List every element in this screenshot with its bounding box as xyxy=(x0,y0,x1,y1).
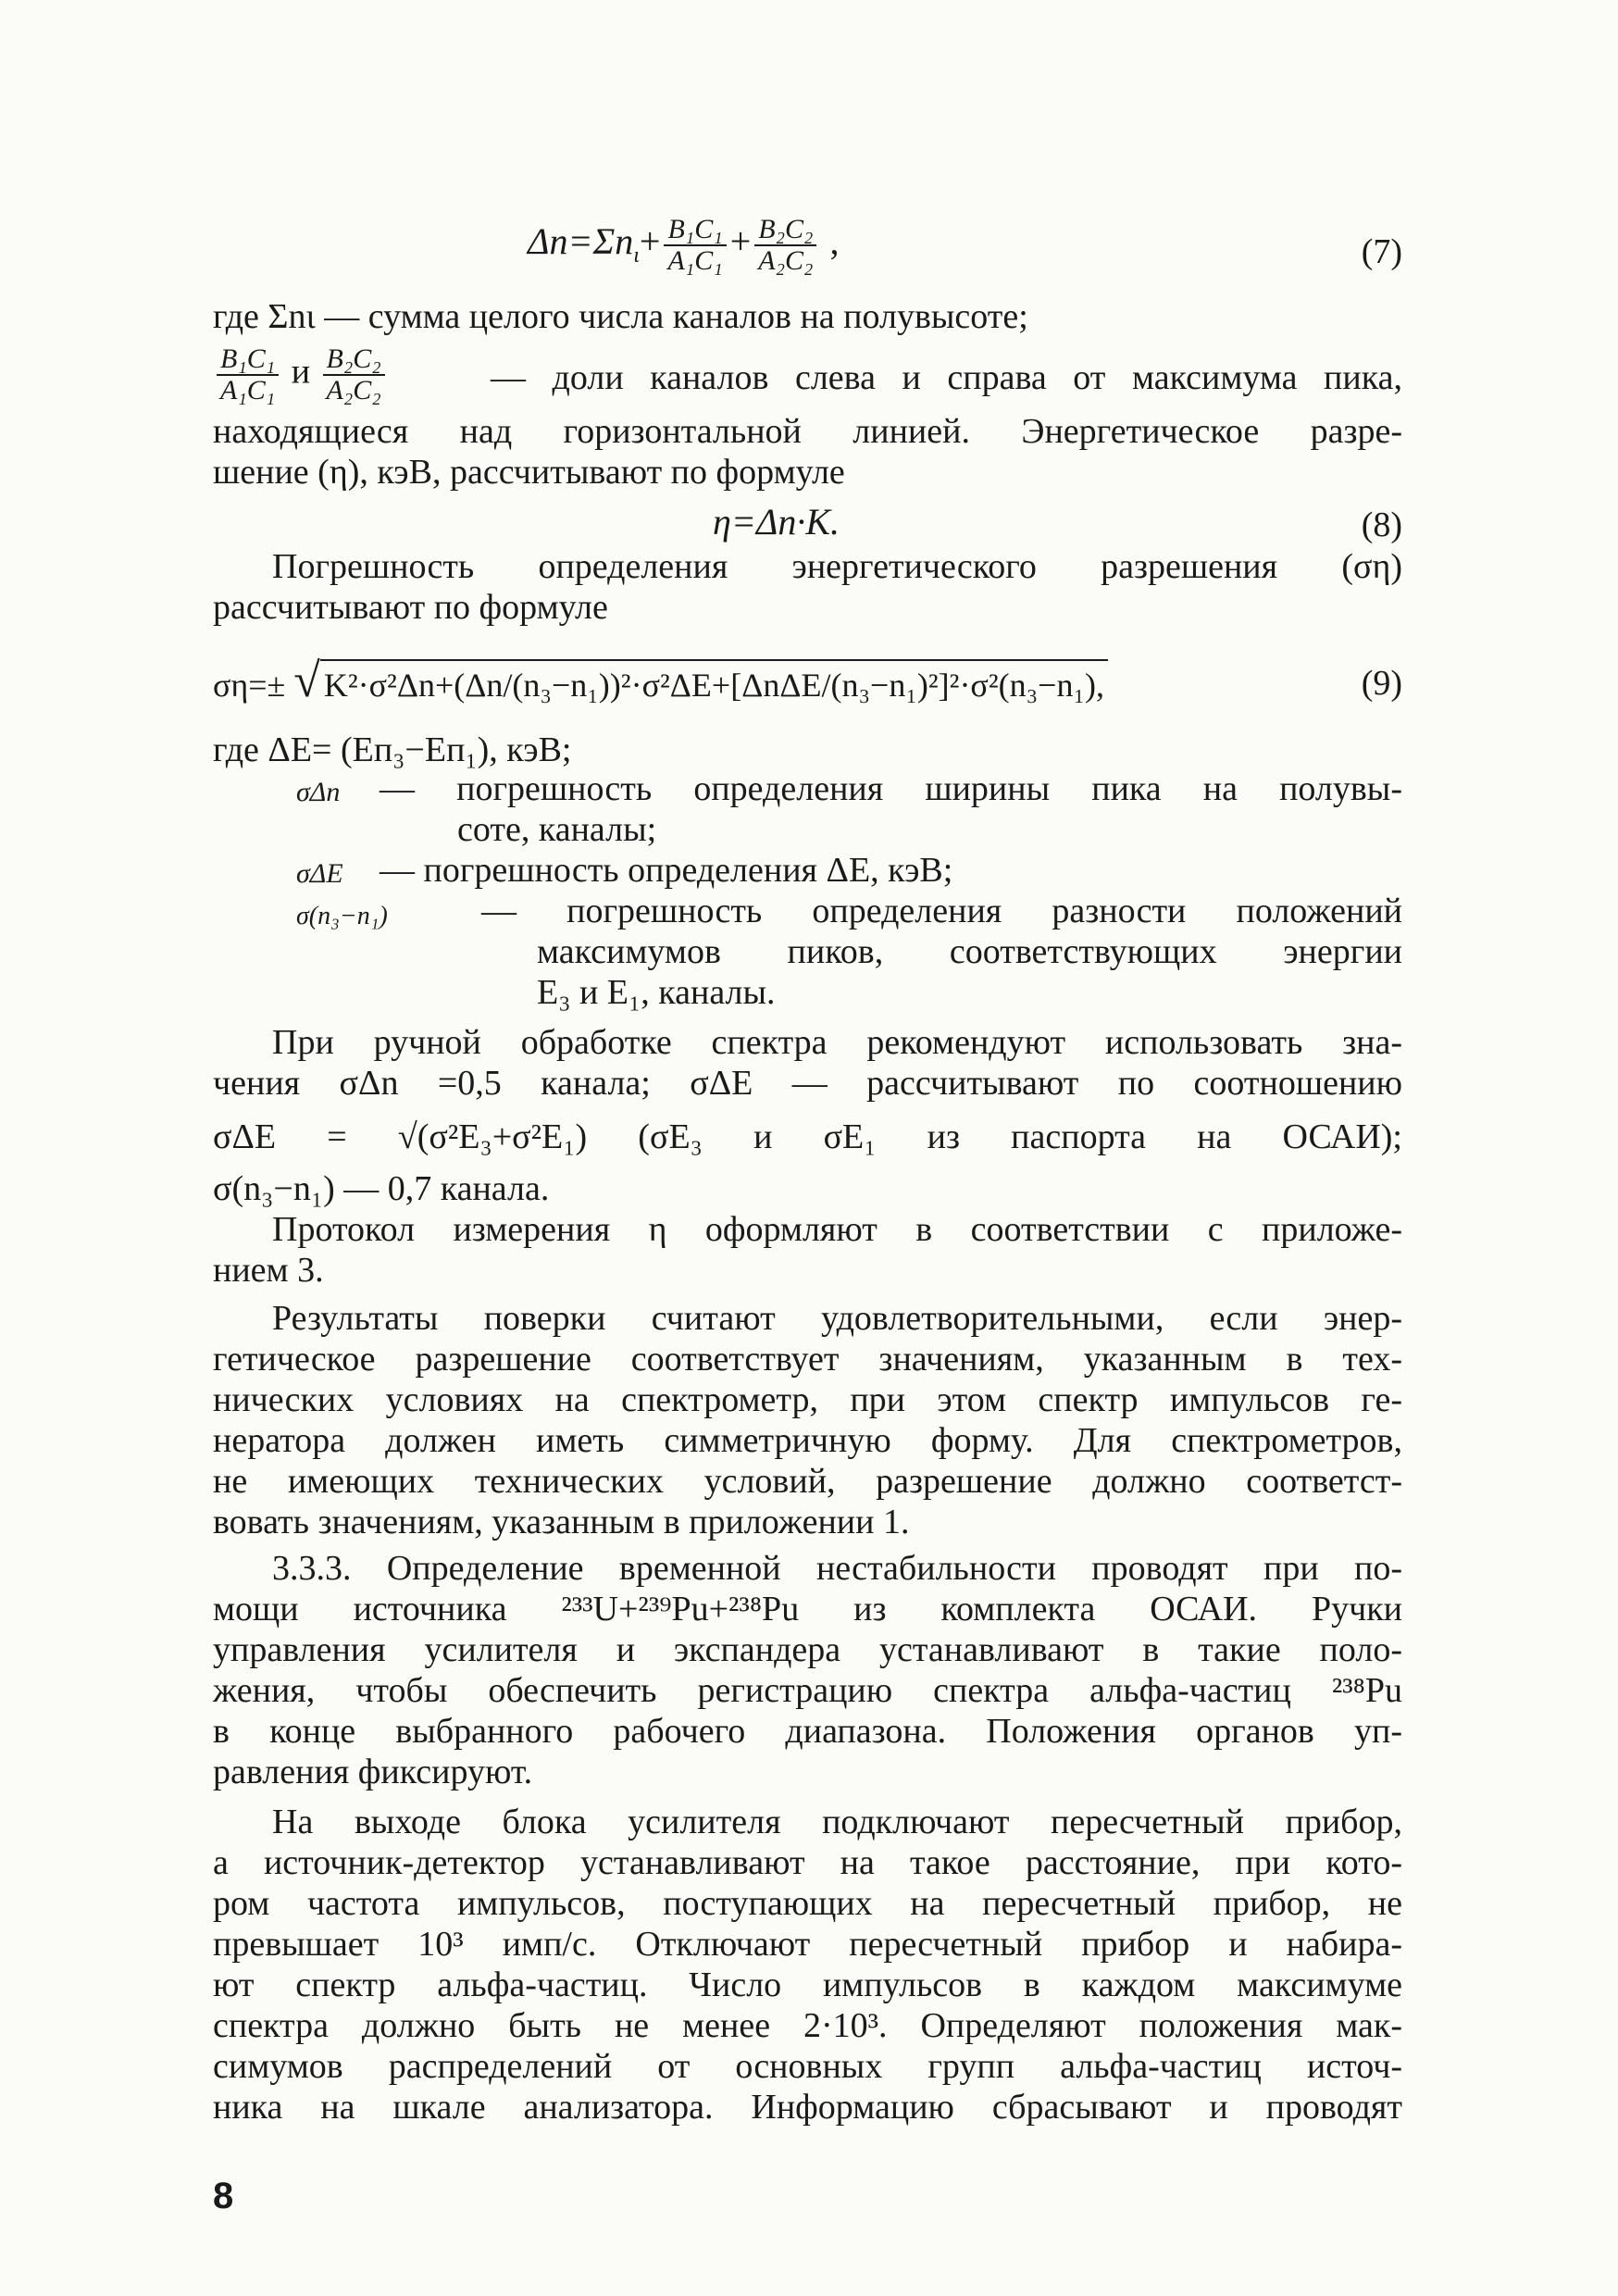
formula-7-lhs: Δn=Σn xyxy=(528,220,634,263)
results-line-6: вовать значениям, указанным в приложении 1. xyxy=(213,1503,910,1541)
formula-9-number: (9) xyxy=(1361,664,1402,703)
def-sum: где Σnι — сумма целого числа каналов на полувысоте; xyxy=(213,297,1028,336)
output-line-4: превышает 10³ имп/с. Отключают пересчетный прибор и набира- xyxy=(213,1925,1402,1964)
def-frac-2-num: B₂C₂ xyxy=(323,344,385,376)
formula-7-lhs-sub: ι xyxy=(633,243,640,268)
def-sigma-n-symbol: σ(n₃−n₁) xyxy=(296,902,388,930)
formula-7-plus-1: + xyxy=(639,220,661,263)
def-sigma-n-text-2: максимумов пиков, соответствующих энергии xyxy=(537,932,1402,971)
def-frac-2 xyxy=(323,344,385,406)
def-frac-1 xyxy=(217,344,279,406)
def-sigma-de-symbol: σΔE xyxy=(296,858,343,889)
formula-8: η=Δn·K. xyxy=(713,501,840,543)
def-frac-1-num: B₁C₁ xyxy=(217,344,279,376)
formula-7-f2-den: A₂C₂ xyxy=(758,245,814,276)
def-sigma-dn-text-2: соте, каналы; xyxy=(457,810,657,849)
results-line-4: нератора должен иметь симметричную форму. Для спектрометров, xyxy=(213,1421,1402,1460)
results-line-1: Результаты поверки считают удовлетворительными, если энер- xyxy=(272,1299,1402,1338)
formula-9-radical-sign: √ xyxy=(293,655,320,707)
output-line-5: ют спектр альфа-частиц. Число импульсов в каждом максимуме xyxy=(213,1965,1402,2004)
manual-line-1: При ручной обработке спектра рекомендуют использовать зна- xyxy=(272,1023,1402,1062)
formula-7-number: (7) xyxy=(1361,232,1402,271)
protocol-line-2: нием 3. xyxy=(213,1251,324,1290)
manual-line-3: σΔE = √(σ²E₃+σ²E₁) (σE₃ и σE₁ из паспорта на ОСАИ); xyxy=(213,1117,1402,1156)
manual-line-2: чения σΔn =0,5 канала; σΔE — рассчитывают по соотношению xyxy=(213,1064,1402,1103)
results-line-3: нических условиях на спектрометр, при этом спектр импульсов ге- xyxy=(213,1380,1402,1419)
def-sigma-dn-text: — погрешность определения ширины пика на полувы- xyxy=(380,769,1402,808)
section-333-line-3: управления усилителя и экспандера устанавливают в такие поло- xyxy=(213,1630,1402,1669)
section-333-line-1: 3.3.3. Определение временной нестабильности проводят при по- xyxy=(272,1549,1402,1588)
def-sigma-n-text: — погрешность определения разности положений xyxy=(481,892,1402,930)
formula-9-lhs: ση=± xyxy=(213,667,286,704)
formula-9-radicand: K²·σ²Δn+(Δn/(n₃−n₁))²·σ²ΔE+[ΔnΔE/(n₃−n₁)²]²·σ²(n₃−n₁), xyxy=(320,659,1108,707)
output-line-2: а источник-детектор устанавливают на такое расстояние, при кото- xyxy=(213,1843,1402,1882)
formula-7 xyxy=(528,215,839,278)
def-fracs-text: — доли каналов слева и справа от максимума пика, xyxy=(491,358,1402,397)
def-frac-2-den: A₂C₂ xyxy=(326,375,381,406)
def-delta-e: где ΔE= (Eп₃−Eп₁), кэВ; xyxy=(213,730,572,769)
section-333-line-2: мощи источника ²³³U+²³⁹Pu+²³⁸Pu из комплекта ОСАИ. Ручки xyxy=(213,1590,1402,1628)
formula-7-fraction-1 xyxy=(664,215,726,276)
formula-7-fraction-2 xyxy=(754,215,816,276)
section-333-line-6: равления фиксируют. xyxy=(213,1753,533,1791)
results-line-2: гетическое разрешение соответствует значениям, указанным в тех- xyxy=(213,1340,1402,1379)
para-energy-line-2: шение (η), кэВ, рассчитывают по формуле xyxy=(213,453,845,492)
protocol-line-1: Протокол измерения η оформляют в соответствии с приложе- xyxy=(272,1210,1402,1249)
output-line-7: симумов распределений от основных групп альфа-частиц источ- xyxy=(213,2047,1402,2086)
def-fractions xyxy=(213,344,389,406)
def-fracs-and: и xyxy=(291,352,311,392)
para-energy-line-1: находящиеся над горизонтальной линией. Энергетическое разре- xyxy=(213,412,1402,451)
page-number: 8 xyxy=(213,2176,234,2216)
para-error-line-2: рассчитывают по формуле xyxy=(213,588,608,627)
formula-8-number: (8) xyxy=(1361,505,1402,544)
para-error-line-1: Погрешность определения энергетического разрешения (ση) xyxy=(272,547,1402,586)
section-333-line-5: в конце выбранного рабочего диапазона. Положения органов уп- xyxy=(213,1712,1402,1751)
formula-7-f1-den: A₁C₁ xyxy=(667,245,723,276)
output-line-3: ром частота импульсов, поступающих на пересчетный прибор, не xyxy=(213,1884,1402,1923)
output-line-8: ника на шкале анализатора. Информацию сбрасывают и проводят xyxy=(213,2088,1402,2127)
output-line-6: спектра должно быть не менее 2·10³. Определяют положения мак- xyxy=(213,2006,1402,2045)
def-sigma-n-text-3: E₃ и E₁, каналы. xyxy=(537,973,776,1012)
def-sigma-de-text: — погрешность определения ΔE, кэВ; xyxy=(380,851,953,890)
manual-line-4: σ(n₃−n₁) — 0,7 канала. xyxy=(213,1169,550,1208)
def-sigma-dn-symbol: σΔn xyxy=(296,777,341,807)
section-333-line-4: жения, чтобы обеспечить регистрацию спектра альфа-частиц ²³⁸Pu xyxy=(213,1671,1402,1710)
formula-7-comma: , xyxy=(829,220,840,263)
output-line-1: На выходе блока усилителя подключают пересчетный прибор, xyxy=(272,1803,1402,1841)
formula-7-f2-num: B₂C₂ xyxy=(754,215,816,246)
def-frac-1-den: A₁C₁ xyxy=(220,375,276,406)
formula-9 xyxy=(213,655,1108,707)
results-line-5: не имеющих технических условий, разрешение должно соответст- xyxy=(213,1462,1402,1501)
formula-7-plus-2: + xyxy=(729,220,752,263)
formula-7-f1-num: B₁C₁ xyxy=(664,215,726,246)
